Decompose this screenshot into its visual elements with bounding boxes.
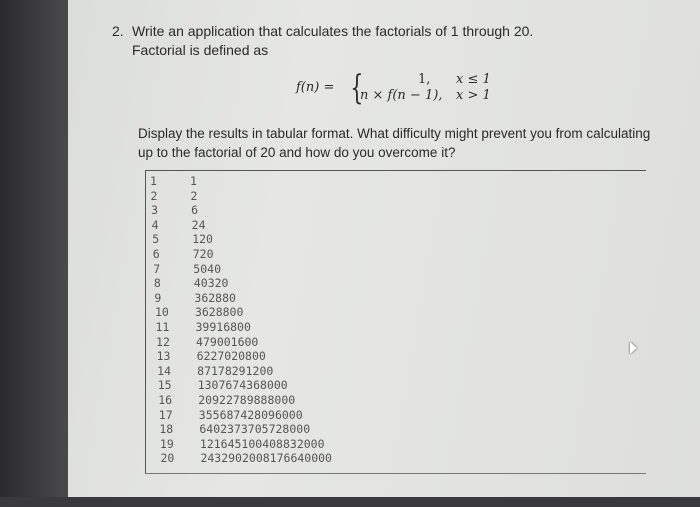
row-factorial: 1 (190, 174, 197, 188)
row-n: 4 (151, 217, 159, 232)
row-factorial: 20922789888000 (198, 392, 296, 407)
mouse-cursor-icon (630, 342, 637, 354)
table-row (154, 276, 326, 291)
table-row (154, 291, 326, 306)
table-row (155, 305, 327, 320)
row-n: 5 (152, 232, 160, 247)
row-n: 17 (158, 407, 173, 422)
row-n: 9 (154, 290, 162, 305)
row-n: 20 (160, 451, 175, 466)
row-factorial: 355687428096000 (198, 407, 303, 422)
display-instructions: Display the results in tabular format. What difficulty might prevent you from calculating up to the factorial of 20 and how do you overcome it? (138, 126, 651, 160)
row-n: 11 (155, 319, 170, 334)
row-factorial: 1307674368000 (197, 378, 288, 393)
row-factorial: 479001600 (196, 334, 259, 349)
row-factorial: 3628800 (194, 305, 244, 320)
formula-case2-value: n × f(n − 1), (360, 88, 443, 103)
row-factorial: 121645100408832000 (199, 436, 325, 451)
row-factorial: 5040 (193, 261, 221, 276)
table-row (151, 203, 323, 218)
formula-lhs: f(n) = (296, 80, 335, 95)
row-factorial: 6402373705728000 (199, 422, 311, 437)
formula-brace: { (350, 68, 364, 108)
table-row (156, 320, 328, 335)
table-row (152, 218, 324, 233)
row-factorial: 2 (190, 188, 198, 203)
table-row (158, 393, 330, 408)
row-factorial: 2432902008176640000 (200, 451, 332, 466)
table-row (152, 232, 324, 247)
question (112, 22, 533, 60)
row-factorial: 120 (192, 232, 213, 247)
row-factorial: 362880 (194, 290, 236, 305)
row-factorial: 6227020800 (196, 349, 266, 364)
screen-bezel (0, 0, 68, 507)
row-n: 15 (157, 378, 172, 393)
table-row (151, 189, 323, 204)
row-factorial: 39916800 (195, 319, 251, 334)
row-n: 13 (156, 349, 171, 364)
row-n: 18 (159, 422, 174, 437)
table-row (153, 247, 325, 262)
table-row (157, 349, 329, 364)
table-row (160, 451, 332, 466)
table-row (150, 174, 322, 189)
formula-case2-cond: x > 1 (456, 88, 491, 103)
row-n: 1 (150, 174, 157, 188)
row-factorial: 24 (191, 217, 206, 232)
row-n: 6 (152, 246, 160, 261)
screen-bottom-edge (0, 497, 700, 507)
row-n: 8 (153, 276, 161, 291)
row-n: 12 (156, 334, 170, 349)
row-factorial: 40320 (193, 276, 229, 291)
table-row (157, 364, 329, 379)
table-row (159, 408, 331, 423)
factorial-table (150, 174, 332, 466)
row-n: 3 (151, 203, 159, 218)
table-row (153, 262, 325, 277)
row-factorial: 87178291200 (197, 363, 274, 378)
table-row (159, 422, 331, 437)
formula-case1-value: 1, (418, 72, 431, 87)
question-line-1: Write an application that calculates the factorials of 1 through 20. (132, 23, 534, 39)
table-row (160, 437, 332, 452)
row-factorial: 720 (192, 246, 214, 261)
row-n: 7 (153, 261, 161, 276)
row-n: 14 (157, 363, 171, 378)
row-n: 2 (150, 188, 158, 203)
row-n: 10 (154, 305, 169, 320)
table-row (156, 335, 328, 350)
formula-case1-cond: x ≤ 1 (456, 72, 491, 87)
row-factorial: 6 (191, 203, 199, 218)
row-n: 19 (159, 436, 174, 451)
question-line-2: Factorial is defined as (132, 42, 269, 58)
question-number: 2. (112, 23, 124, 39)
row-n: 16 (158, 392, 173, 407)
table-row (158, 378, 330, 393)
